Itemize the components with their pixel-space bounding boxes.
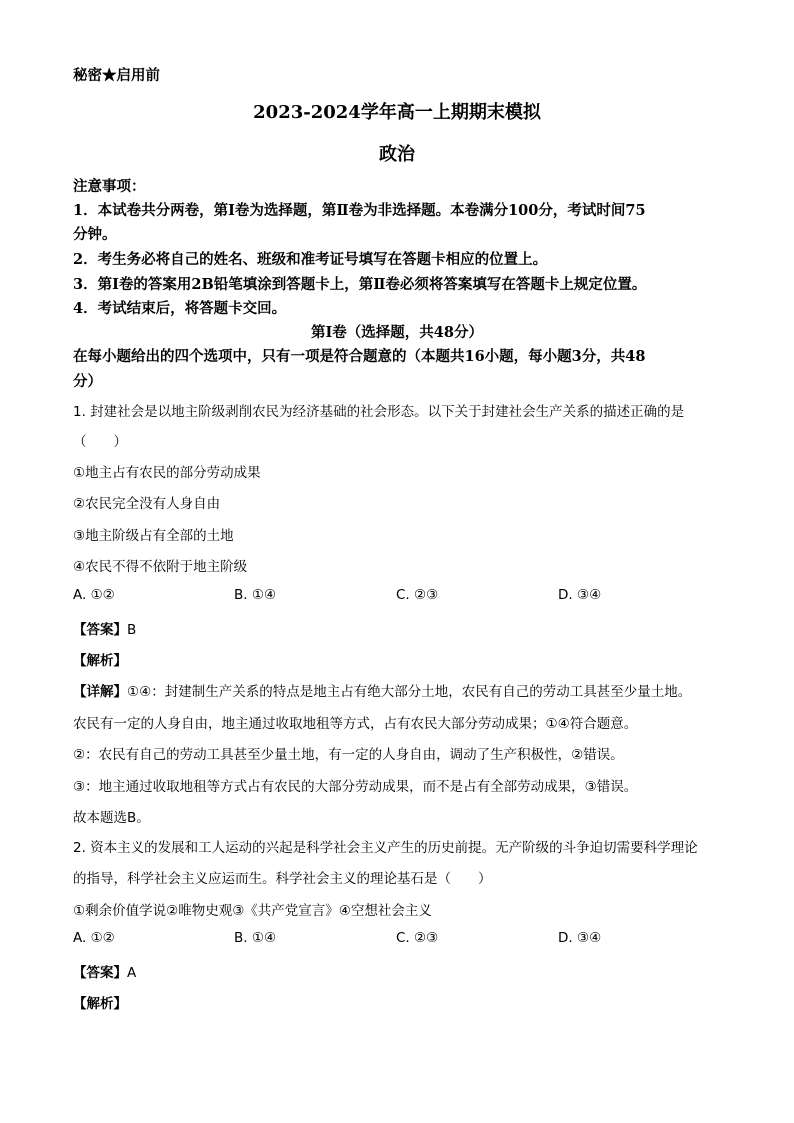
q1-detail-3: ②：农民有自己的劳动工具甚至少量土地，有一定的人身自由，调动了生产积极性，②错误。 [73,747,624,763]
notice-item-2: 2．考生务必将自己的姓名、班级和准考证号填写在答题卡相应的位置上。 [73,251,548,268]
section-instruction-b: 分） [73,373,102,390]
q1-option-b: B. ①④ [234,587,277,603]
q1-option-c: C. ②③ [396,587,439,603]
q1-statement-3: ③地主阶级占有全部的土地 [73,528,234,544]
q1-analysis-tag: 【解析】 [73,653,127,669]
q1-stem-b: （ ） [73,434,127,450]
q1-detail-2: 农民有一定的人身自由，地主通过收取地租等方式，占有农民大部分劳动成果；①④符合题意。 [73,716,638,732]
q1-conclusion: 故本题选B。 [73,810,150,826]
q1-option-a: A. ①② [73,587,115,603]
q1-detail-4: ③：地主通过收取地租等方式占有农民的大部分劳动成果，而不是占有全部劳动成果，③错误。 [73,779,638,795]
q1-statement-2: ②农民完全没有人身自由 [73,496,221,512]
q2-analysis-tag: 【解析】 [73,996,127,1012]
q2-option-a: A. ①② [73,930,115,946]
q1-answer-line [73,618,136,638]
q2-answer-tag: 【答案】 [73,965,127,981]
q1-statement-4: ④农民不得不依附于地主阶级 [73,559,248,575]
q2-answer-value: A [127,965,137,981]
q1-detail-text-1: ①④：封建制生产关系的特点是地主占有绝大部分土地，农民有自己的劳动工具甚至少量土地。 [127,684,692,700]
q1-stem-a: 1. 封建社会是以地主阶级剥削农民为经济基础的社会形态。以下关于封建社会生产关系的描述正确的是 [73,404,685,420]
q2-answer-line [73,961,136,981]
q1-answer-tag: 【答案】 [73,622,127,638]
confidential-label: 秘密★启用前 [73,67,160,84]
section-instruction-a: 在每小题给出的四个选项中，只有一项是符合题意的（本题共16小题，每小题3分，共48 [73,348,646,365]
q2-stem-a: 2. 资本主义的发展和工人运动的兴起是科学社会主义产生的历史前提。无产阶级的斗争迫切需要科学理论 [73,840,698,856]
subject-title: 政治 [379,144,415,165]
q1-statement-1: ①地主占有农民的部分劳动成果 [73,465,261,481]
q1-detail-1 [73,680,691,700]
q2-option-c: C. ②③ [396,930,439,946]
q1-detail-tag: 【详解】 [73,684,127,700]
section-title: 第Ⅰ卷（选择题，共48分） [311,324,483,341]
notice-heading: 注意事项： [73,178,146,195]
exam-title: 2023-2024学年高一上期期末模拟 [253,102,541,123]
q2-stem-b: 的指导，科学社会主义应运而生。科学社会主义的理论基石是（ ） [73,871,492,887]
q2-option-b: B. ①④ [234,930,277,946]
q2-statements: ①剩余价值学说②唯物史观③《共产党宣言》④空想社会主义 [73,903,432,919]
notice-item-4: 4．考试结束后，将答题卡交回。 [73,300,287,317]
notice-item-1b: 分钟。 [73,226,117,243]
q1-option-d: D. ③④ [558,587,602,603]
q1-answer-value: B [127,622,137,638]
q2-option-d: D. ③④ [558,930,602,946]
notice-item-1a: 1．本试卷共分两卷，第Ⅰ卷为选择题，第Ⅱ卷为非选择题。本卷满分100分，考试时间75 [73,202,646,219]
notice-item-3: 3．第Ⅰ卷的答案用2B铅笔填涂到答题卡上，第Ⅱ卷必须将答案填写在答题卡上规定位置。 [73,276,647,293]
